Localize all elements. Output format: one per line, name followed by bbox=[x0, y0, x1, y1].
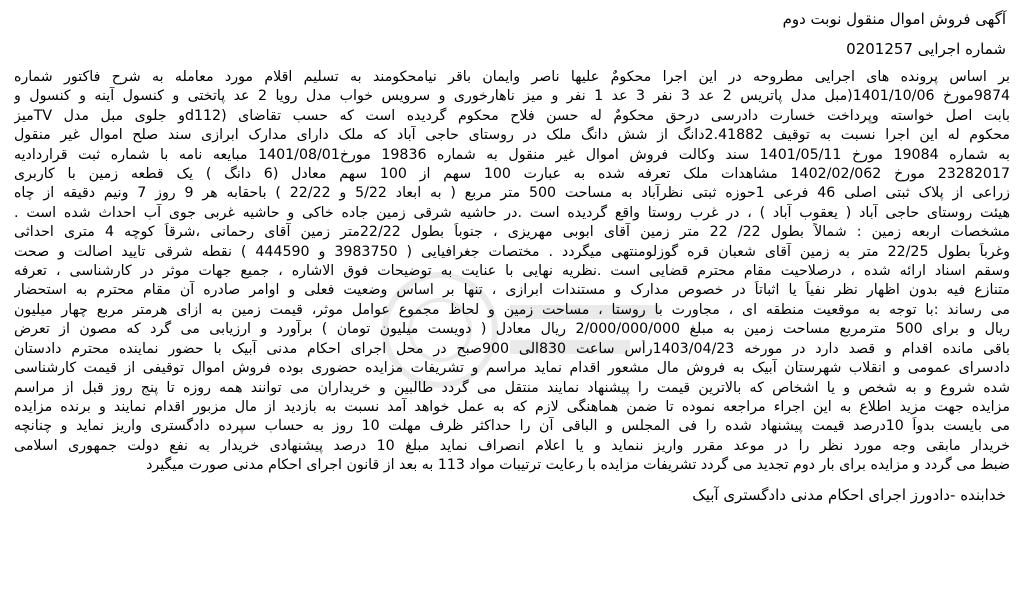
body-line-1: بر اساس پرونده های اجرایی مطروحه در این اجرا محکومٌ علیها ناصر وایمان باقر نیامحکومند به تسلیم اقلام مورد معامله به شرح فاکتور شماره bbox=[14, 69, 1010, 85]
body-line-10: وغرباً بطول 22/25 متر به زمین آقای شعبان قره گوزلومنتهی میگردد . مختصات جغرافیایی ( 3983750 و 444590 ) نقطه شرقی تایید اصالت و صحت bbox=[14, 243, 1010, 260]
body-line-11: وسقم اسناد ارائه شده ، درصلاحیت مقام محترم قضایی است .نظریه نهایی با عنایت به توضیحات فوق الاشاره ، جمیع جهات موثر در کارشناسی ، تعرفه bbox=[14, 263, 1010, 280]
body-line-20: خریدار مابقی وجه مورد نظر را در موعد مقرر واریز ننماید و یا اعلام انصراف نماید مبلغ 10 درصد پیشنهادی خریدار به نفع دولت جمهوری اسلامی bbox=[14, 437, 1010, 454]
notice-body bbox=[14, 68, 1010, 476]
body-line-7: زراعی از پلاک ثبتی اصلی 46 فرعی 1حوزه ثبتی نظرآباد به مساحت 500 متر مربع ( به ابعاد 5/22 و 22/22 ) باحقابه هر 9 روز 7 ونیم دقیقه از چاه bbox=[14, 185, 1010, 202]
body-line-19: می بایست بدواً 10درصد قیمت پیشنهاد شده را فی المجلس و الباقی آن را حداکثر ظرف مهلت 10 روز به حساب سپرده دادگستری واریز نماید و چنانچه bbox=[14, 418, 1010, 435]
body-line-14: ریال و برای 500 مترمربع مساحت زمین به مبلغ 2/000/000/000 ریال معادل ( دویست میلیون تومان ) برآورد و ارزیابی می گرد که مصون از تعرض bbox=[14, 321, 1010, 338]
notice-signature: خدابنده -دادورز اجرای احکام مدنی دادگستری آبیک bbox=[692, 485, 1006, 504]
body-line-13: می رساند :با توجه به موقعیت منطقه ای ، مجاورت با روستا ، مساحت زمین و لحاظ مجموع عوامل موثر، قیمت زمین به ازای هرمتر مربع چهار میلیون bbox=[14, 301, 1010, 318]
body-line-9: مشخصات اربعه زمین : شمالاً بطول 22/ 22 متر زمین آقای ابوبی مهریزی ، جنوباً بطول 22/22متر زمین آقای رحمانی ،شرقاً کوچه 4 متری احداثی bbox=[14, 224, 1010, 241]
body-line-8: هیئت روستای حاجی آباد ( یعقوب آباد ) ، در غرب روستا واقع گردیده است .در حاشیه شرقی زمین جاده خاکی و حاشیه غربی جوی آب احداث شده است . bbox=[14, 204, 1010, 221]
notice-title: آگهی فروش اموال منقول نوبت دوم bbox=[782, 10, 1006, 28]
body-line-4: محکوم له این اجرا نسبت به توقیف 2.41882دانگ از شش دانگ ملک در روستای حاجی آباد که ملک دارای مدارک ابرازی سند صلح اموال غیر منقول bbox=[14, 127, 1010, 144]
body-line-16: دادسرای عمومی و انقلاب شهرستان آبیک به فروش مال مشعور اقدام نماید مراسم و تشریفات مزایده حضوری بوده فروش اموال توقیفی از قیمت کارشناسی bbox=[14, 360, 1010, 377]
body-line-17: شده شروع و به شخص و یا اشخاص که بالاترین قیمت را پیشنهاد نمایند منتقل می گردد طالبین و خریداران می توانند همه روزه تا پنج روز قبل از مراسم bbox=[14, 379, 1010, 396]
body-line-21: ضبط می گردد و مزایده برای بار دوم تجدید می گردد تشریفات مزایده با رعایت ترتیبات مواد 113 به بعد از قانون اجرای احکام مدنی صورت میگیرد bbox=[146, 457, 1010, 474]
body-line-18: مزایده جهت مزید اطلاع به این اجراء مراجعه نموده تا ضمن هماهنگی لازم که به عمل خواهد آمد نسبت به بازدید از مال مزبور اقدام نمایند و برنده مزایده bbox=[14, 398, 1010, 415]
body-line-12: متنازع فیه بدون اظهار نظر نفیاً یا اثباتاً در خصوص مدارک و مستندات ابرازی ، تنها بر اساس وضعیت فعلی و اوامر صادره آن مقام محترم به استحضار bbox=[14, 282, 1010, 299]
body-line-2: 9874مورخ 1401/10/06(مبل مدل پاتریس 2 عد 3 نفر 3 عد 1 نفر و میز ناهارخوری و سرویس خواب مدل رویا 2 عد پاتختی و کنسول آینه و کنسول و bbox=[14, 88, 1010, 105]
case-number: شماره اجرایی 0201257 bbox=[846, 40, 1006, 58]
body-line-3: بابت اصل خواسته وپرداخت خسارت دادرسی درحق محکومٌ له حسن فلاح محکوم گردیده است که حسب تقاضای (d112و جلوی مبل مدل TVمیز bbox=[14, 107, 1010, 124]
body-line-6: 23282017 مورخ 1402/02/062 مشاهدات ملک تعرفه شده به عبارت 100 سهم از 100 سهم معادل (6 دانگ ) یک قطعه زمین با کاربری bbox=[14, 166, 1010, 183]
body-line-15: باقی مانده اقدام و قصد دارد در مورخه 1403/04/23رأس ساعت 830الی 900صبح در محل اجرای احکام مدنی آبیک با حضور نماینده محترم دادستان bbox=[14, 340, 1010, 357]
body-line-5: به شماره 19084 مورخ 1401/05/11 سند وکالت فروش اموال غیر منقول به شماره 19836 مورخ1401/08/01 مبایعه نامه با شماره ثبت قراردادیه bbox=[14, 146, 1010, 163]
